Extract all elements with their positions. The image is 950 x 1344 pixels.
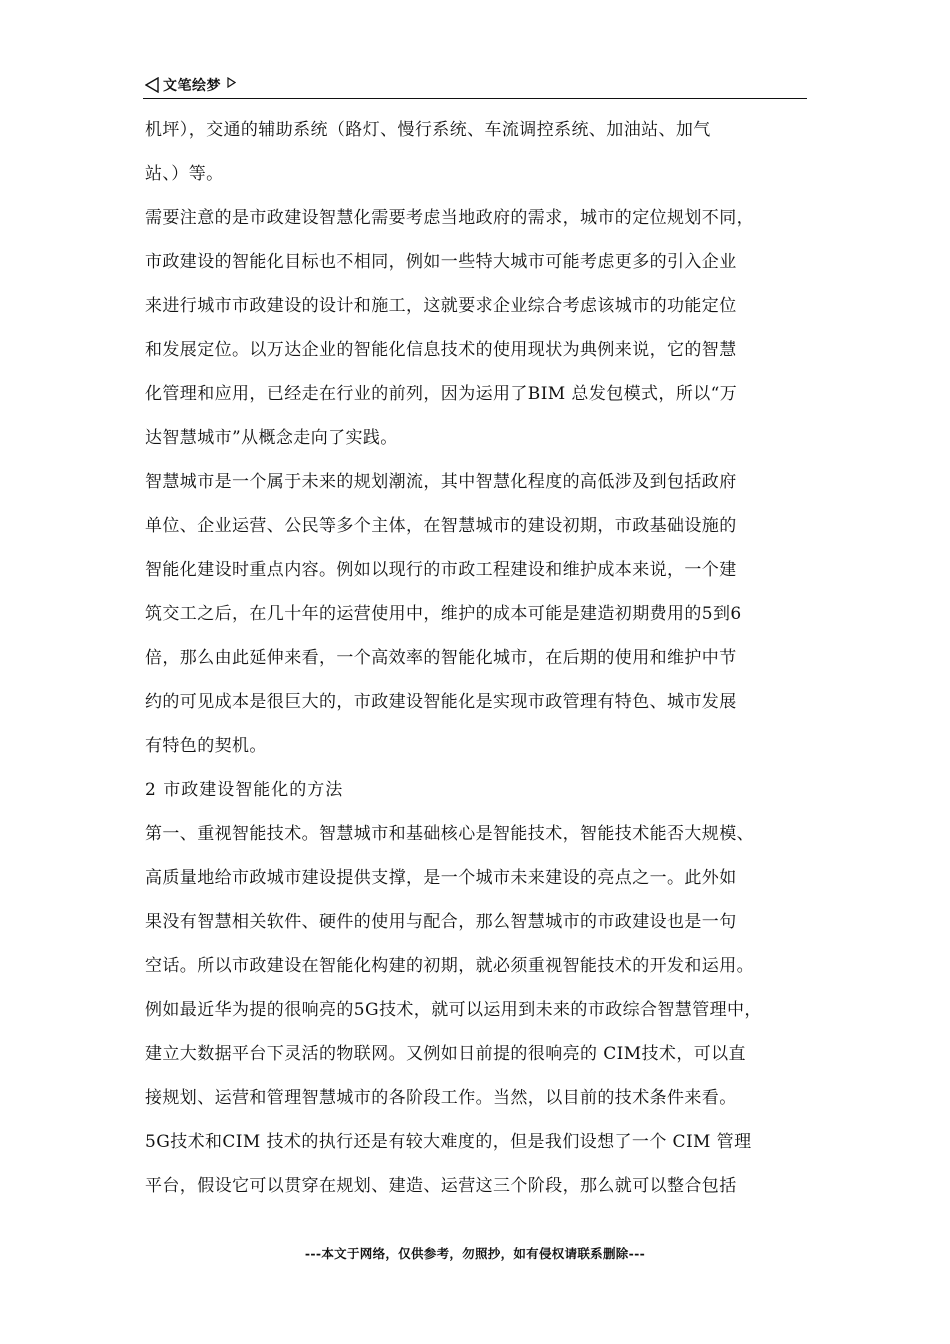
body-line: 机坪），交通的辅助系统（路灯、慢行系统、车流调控系统、加油站、加气	[145, 120, 711, 140]
body-line: 接规划、运营和管理智慧城市的各阶段工作。当然，以目前的技术条件来看。	[145, 1088, 737, 1108]
page-header	[143, 74, 807, 99]
body-line: 筑交工之后，在几十年的运营使用中，维护的成本可能是建造初期费用的5到6	[145, 604, 742, 624]
body-line: 果没有智慧相关软件、硬件的使用与配合，那么智慧城市的市政建设也是一句	[145, 912, 737, 932]
body-line: 站、）等。	[145, 164, 224, 184]
header-brand	[145, 74, 236, 96]
body-line: 智能化建设时重点内容。例如以现行的市政工程建设和维护成本来说，一个建	[145, 560, 737, 580]
body-line: 市政建设的智能化目标也不相同，例如一些特大城市可能考虑更多的引入企业	[145, 252, 737, 272]
body-line: 建立大数据平台下灵活的物联网。又例如日前提的很响亮的 CIM技术，可以直	[145, 1044, 746, 1064]
body-line: 需要注意的是市政建设智慧化需要考虑当地政府的需求，城市的定位规划不同，	[145, 208, 754, 228]
body-line: 达智慧城市”从概念走向了实践。	[145, 428, 398, 448]
body-line: 智慧城市是一个属于未来的规划潮流，其中智慧化程度的高低涉及到包括政府	[145, 472, 737, 492]
triangle-left-icon	[145, 77, 159, 93]
section-heading: 2 市政建设智能化的方法	[145, 780, 344, 800]
triangle-right-icon	[227, 77, 236, 88]
body-line: 倍，那么由此延伸来看，一个高效率的智能化城市，在后期的使用和维护中节	[145, 648, 737, 668]
body-line: 有特色的契机。	[145, 736, 267, 756]
body-line: 第一、重视智能技术。智慧城市和基础核心是智能技术，智能技术能否大规模、	[145, 824, 754, 844]
body-line: 空话。所以市政建设在智能化构建的初期，就必须重视智能技术的开发和运用。	[145, 956, 754, 976]
body-line: 单位、企业运营、公民等多个主体，在智慧城市的建设初期，市政基础设施的	[145, 516, 737, 536]
body-line: 来进行城市市政建设的设计和施工，这就要求企业综合考虑该城市的功能定位	[145, 296, 737, 316]
body-line: 例如最近华为提的很响亮的5G技术，就可以运用到未来的市政综合智慧管理中，	[145, 1000, 762, 1020]
page-footer: ---本文于网络，仅供参考，勿照抄，如有侵权请联系删除---	[304, 1246, 646, 1261]
body-line: 5G技术和CIM 技术的执行还是有较大难度的，但是我们设想了一个 CIM 管理	[145, 1132, 752, 1152]
body-line: 和发展定位。以万达企业的智能化信息技术的使用现状为典例来说，它的智慧	[145, 340, 737, 360]
body-line: 约的可见成本是很巨大的，市政建设智能化是实现市政管理有特色、城市发展	[145, 692, 737, 712]
body-line: 化管理和应用，已经走在行业的前列，因为运用了BIM 总发包模式，所以“万	[145, 384, 738, 404]
body-line: 高质量地给市政城市建设提供支撑，是一个城市未来建设的亮点之一。此外如	[145, 868, 737, 888]
header-title: 文笔绘梦	[163, 78, 221, 94]
body-line: 平台，假设它可以贯穿在规划、建造、运营这三个阶段，那么就可以整合包括	[145, 1176, 737, 1196]
document-body	[145, 108, 815, 1208]
